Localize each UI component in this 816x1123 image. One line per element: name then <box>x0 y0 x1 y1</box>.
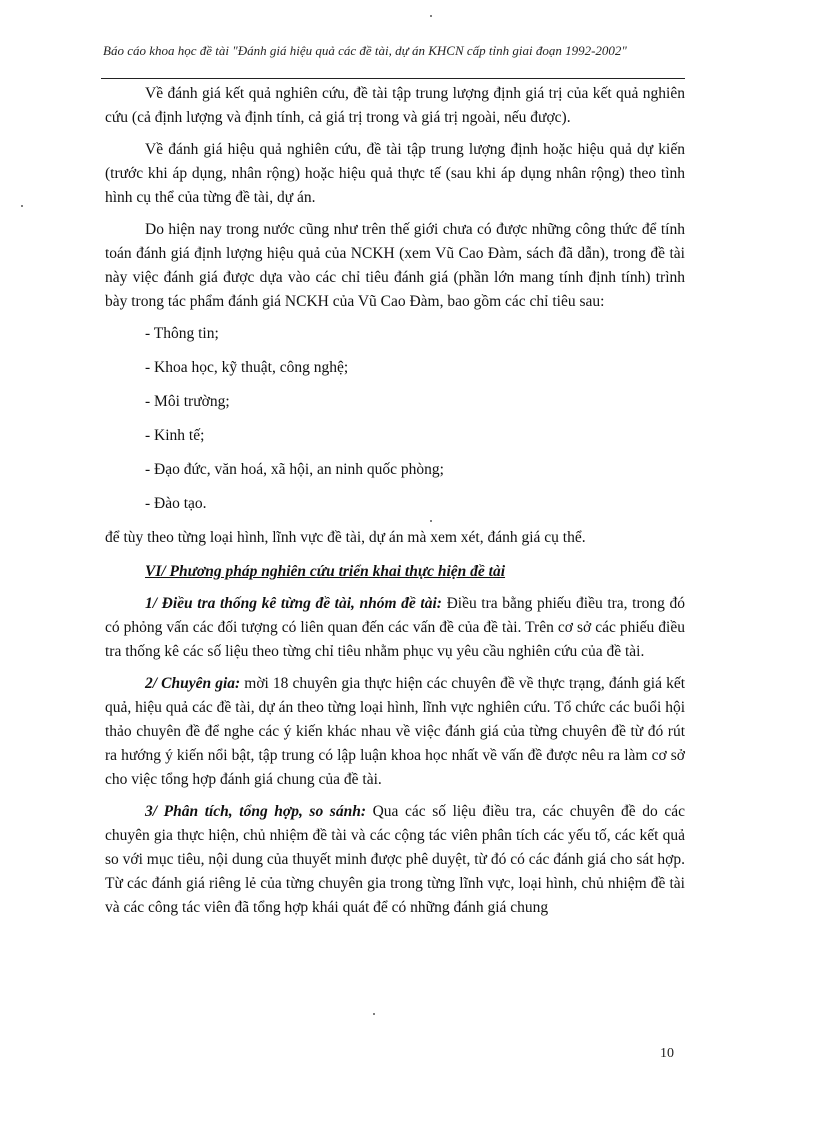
method-analysis <box>105 800 685 920</box>
criteria-list <box>105 322 685 516</box>
method-experts <box>105 672 685 792</box>
method-experts-text: mời 18 chuyên gia thực hiện các chuyên đề về thực trạng, đánh giá kết quả, hiệu quả các đề tài, dự án theo từng loại hình, lĩnh vực nghiên cứu. Tổ chức các buổi hội thảo chuyên đề để nghe các ý kiến khác nhau về việc đánh giá của từng chuyên đề từ đó rút ra hướng ý kiến nổi bật, tập trung có lập luận khoa học nhất về vấn đề được nêu ra làm cơ sở cho việc tổng hợp đánh giá chung của đề tài. <box>105 675 686 788</box>
list-item: - Khoa học, kỹ thuật, công nghệ; <box>145 359 349 376</box>
header-rule <box>101 78 685 79</box>
method-analysis-text: Qua các số liệu điều tra, các chuyên đề do các chuyên gia thực hiện, chủ nhiệm đề tài và các cộng tác viên phân tích các yếu tố, các kết quả so với mục tiêu, nội dung của thuyết minh được phê duyệt, từ đó có các đánh giá cho sát hợp. Từ các đánh giá riêng lẻ của từng chuyên gia trong từng lĩnh vực, loại hình, chủ nhiệm đề tài và các công tác viên đã tổng hợp khái quát để có những đánh giá chung <box>105 803 685 916</box>
scan-speck <box>430 520 432 522</box>
page-body <box>105 82 685 928</box>
list-item: - Thông tin; <box>145 325 219 342</box>
list-item: - Đạo đức, văn hoá, xã hội, an ninh quốc phòng; <box>145 461 444 478</box>
list-item: - Đào tạo. <box>145 495 207 512</box>
list-item: - Môi trường; <box>145 393 230 410</box>
section-heading: VI/ Phương pháp nghiên cứu triển khai thực hiện đề tài <box>145 563 506 580</box>
paragraph-research-results: Về đánh giá kết quả nghiên cứu, đề tài tập trung lượng định giá trị của kết quả nghiên cứu (cả định lượng và định tính, cả giá trị trong và giá trị ngoài, nếu được). <box>105 85 685 126</box>
running-header: Báo cáo khoa học đề tài "Đánh giá hiệu quả các đề tài, dự án KHCN cấp tỉnh giai đoạn 1992-2002" <box>103 43 627 58</box>
method-survey-title: 1/ Điều tra thống kê từng đề tài, nhóm đề tài: <box>145 595 442 612</box>
paragraph-research-effectiveness: Về đánh giá hiệu quả nghiên cứu, đề tài tập trung lượng định hoặc hiệu quả dự kiến (trước khi áp dụng, nhân rộng) hoặc hiệu quả thực tế (sau khi áp dụng nhân rộng) theo tình hình cụ thể của từng đề tài, dự án. <box>105 141 685 206</box>
method-survey-text: Điều tra bằng phiếu điều tra, trong đó có phỏng vấn các đối tượng có liên quan đến các vấn đề của đề tài. Trên cơ sở các phiếu điều tra thống kê các số liệu theo từng chỉ tiêu nhằm phục vụ yêu cầu nghiên cứu của đề tài. <box>105 595 685 660</box>
method-analysis-title: 3/ Phân tích, tổng hợp, so sánh: <box>145 803 366 820</box>
method-experts-title: 2/ Chuyên gia: <box>145 675 241 692</box>
scan-speck <box>373 1013 375 1015</box>
scan-speck <box>430 15 432 17</box>
method-survey <box>105 592 685 664</box>
paragraph-criteria-closing: để tùy theo từng loại hình, lĩnh vực đề tài, dự án mà xem xét, đánh giá cụ thể. <box>105 529 586 546</box>
paragraph-criteria-intro: Do hiện nay trong nước cũng như trên thế giới chưa có được những công thức để tính toán đánh giá định lượng hiệu quả của NCKH (xem Vũ Cao Đàm, sách đã dẫn), trong đề tài này việc đánh giá được dựa vào các chỉ tiêu đánh giá (phần lớn mang tính định tính) trình bày trong tác phẩm đánh giá NCKH của Vũ Cao Đàm, bao gồm các chỉ tiêu sau: <box>105 221 685 310</box>
scan-speck <box>21 205 23 207</box>
list-item: - Kinh tế; <box>145 427 205 444</box>
page-number: 10 <box>660 1046 674 1061</box>
